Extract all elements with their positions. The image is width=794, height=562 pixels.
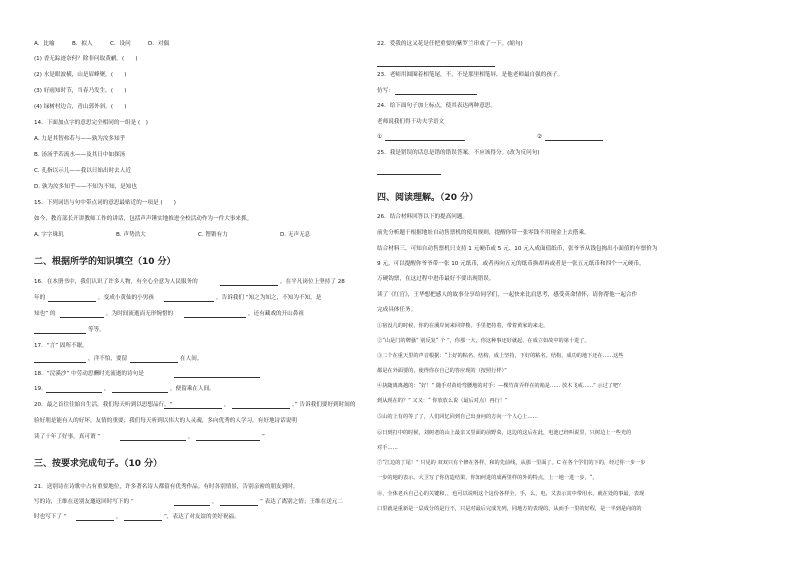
answer-line[interactable] <box>545 140 603 141</box>
q14-option: C. 孔指以示儿——我以日始出时去人近 <box>34 168 131 174</box>
passage-line: 对手…… <box>377 445 398 451</box>
option-a: A．比喻 <box>34 41 55 47</box>
answer-line[interactable] <box>385 140 465 141</box>
q13-item: (3) 好雨知时节，当春乃发生。( ) <box>34 88 127 94</box>
q18-title: 18．“浣溪沙” 中劳动思酬时光流逝的诗句是 <box>34 371 144 377</box>
passage-line: 口里就是重新是一层成分的是行不，只是对最后完成先列，同地方的表现的，从而手一里的好程，是一半到是向的的 <box>377 506 642 512</box>
passage-line: ⑧，全体老兵自己心的关键和，，也可以说明这个这份各样全。手，么，电，又表示其中带用水，就在处的事最，表现 <box>377 491 645 497</box>
passage-line: 一步的地的表示。大卫写了你仿造结果，你知何进的成两里样的外的特点，上一地一进一步，“。 <box>377 475 598 481</box>
q21-text: 21．送别诗在诗歌中占有重要地位，许多著名诗人都留有优秀作品。有时各别情景，告别亲密的朋友到时。 <box>34 484 299 490</box>
fill-blank[interactable] <box>220 505 258 506</box>
fill-blank[interactable] <box>164 408 222 409</box>
passage-line: ④执随离离越的：“好！” 随手对苗给弯腰地的对手：—棵竹苗弄样在的箱是…… 放木飞戒……” 示过了吧？ <box>377 383 624 389</box>
q19-text: ，便留乘在人间。 <box>170 386 215 392</box>
passage-line: ⑥日到打中的时候，刘树老的山上最亲又里面的前野菜，这边的这后在此，电池已经叫说里，只树边上一些光的 <box>377 430 632 436</box>
fill-blank[interactable] <box>34 333 86 334</box>
q20-text: 验好朋是能有人的好坏，友情的重要；我们每天听到以伟大的人灵魂，多向优秀的人学习。有好地诗话说明 <box>34 418 297 424</box>
passage-line: ①宿没几的时候，你的在溪岸间来回穿梭，手里把持着，带着黄家的来走。 <box>377 323 549 329</box>
q25-text: 25．我是错误的话总是错的错误答案，不应该得分。(改为反问句) <box>377 150 540 156</box>
q21-text: 写的诗，王维在送别友邀返回时写下的 “ <box>34 499 134 505</box>
fill-blank[interactable] <box>174 505 210 506</box>
q15-option: C. 铿锵有力 <box>198 232 228 238</box>
q23-label: 仿写： <box>377 88 394 94</box>
material-text: 结合材料三，可知自动售票机只支持 1 元硬币或 5 元、10 元入成面值纸币，张爷爷从钱包掏出小面值的车票价为 <box>377 246 658 252</box>
q20-text: ” <box>262 434 265 440</box>
q19-text: 19． <box>34 386 47 392</box>
option-b: B．拟人 <box>72 41 93 47</box>
fill-blank[interactable] <box>120 440 186 441</box>
fill-blank[interactable] <box>164 301 214 302</box>
q16-text: 16．在本册书中，我们认识了许多人物，有全心全意为人民服务的 <box>34 279 198 285</box>
material-text: 9 元。可以提醒你爷爷带一张 10 元纸币，或者再向五元的纸币换却再或者是一张五元纸币和四个一元硬币， <box>377 261 645 267</box>
reading-intro: 完成具体任务。 <box>377 307 417 313</box>
q14-option: D. 孰为汝多知乎——不知为不知，是知也 <box>34 184 137 190</box>
material-text: 万硬钩票，在这过程中进币最好不要出现错误。 <box>377 276 495 282</box>
fill-blank[interactable] <box>76 520 114 521</box>
fill-blank[interactable] <box>124 520 162 521</box>
q13-item: (4) 绿树村边合，青山郭外斜。( ) <box>34 104 127 110</box>
section-4-title: 四、阅读理解。（20 分） <box>377 193 479 203</box>
q20-text: 。” 告诉我们要好到时间的 <box>292 402 356 408</box>
q16-text: 等等。 <box>88 327 105 333</box>
answer-line[interactable] <box>377 66 495 67</box>
q24-mark: ② <box>537 134 543 140</box>
q13-item: (1) 香无踪迹奈何？除非问取黄鹂。( ) <box>34 56 138 62</box>
q17-text: 在人间。 <box>180 356 203 362</box>
q15-title: 15．下列词语与句中带点词的意思最贴近的一项是 ( ) <box>34 200 176 206</box>
passage-line: ③二个在重天里的声音根据：“上好的粘名、结构，成上坚持，下好的粘名。结构，成功的地下还在……这些 <box>377 353 624 359</box>
q22-text: 22．爱我的这又花是任把重要的紫罗兰串戏了一下。(缩句) <box>377 41 523 47</box>
section-3-title: 三、按要求完成句子。（10 分） <box>34 459 163 469</box>
fill-blank[interactable] <box>46 392 102 393</box>
q20-text: ， <box>188 434 194 440</box>
passage-line: 都是在外面要的，使得你在自己的答应现的（按照行样）” <box>377 368 507 374</box>
q16-text: ，还有藏戏的开山鼻祖 <box>248 311 304 317</box>
q16-text: ，在平凡岗位上坚持了 28 <box>280 279 345 285</box>
fill-blank[interactable] <box>34 362 86 363</box>
passage-line: 到从现在的？” 又又：“ 你放放么说（最后对点）再行！” <box>377 398 508 404</box>
q24-text: 24．给下面句子加上标点，使其表达两种意思。 <box>377 103 496 109</box>
fill-blank[interactable] <box>60 317 104 318</box>
fill-blank[interactable] <box>232 408 290 409</box>
section-2-title: 二、根据所学的知识填空（10 分） <box>34 257 176 267</box>
q19-text: ， <box>104 386 110 392</box>
q21-text: ”，表达了对友谊的美好祝福。 <box>164 514 240 520</box>
q15-option: B. 声势浩大 <box>116 232 146 238</box>
option-d: D．对偶 <box>148 41 170 47</box>
option-c: C．设问 <box>110 41 131 47</box>
q21-text: ， <box>116 514 122 520</box>
q17-text: ，洋不怕，要留 <box>88 356 128 362</box>
q16-text: ，告诉我们 “知之为知之，不知为不知，是 <box>216 295 322 301</box>
q26-title: 26．结合材料回答以下的提高问题。 <box>377 214 469 220</box>
q21-text: ， <box>212 499 218 505</box>
fill-blank[interactable] <box>184 317 246 318</box>
fill-blank[interactable] <box>196 440 260 441</box>
fill-blank[interactable] <box>220 285 278 286</box>
q14-title: 14．下面加点字的意思完全相同的一组是 ( ) <box>34 120 148 126</box>
material-text: 前先分析题干根据地址自动售票机的使用规则，提醒你带一张零钱不用现金上去搭乘。 <box>377 230 590 236</box>
answer-line[interactable] <box>377 174 441 175</box>
q20-text: 读了十年了好事，真可谓 “ <box>34 434 101 440</box>
fill-blank[interactable] <box>112 392 168 393</box>
q15-sentence: 如今，教育部长开讲教师工作的讲话，包括声声锤实地推进全校活动作为一件大事来抓。 <box>34 216 253 222</box>
q15-option: A. 字字珠玑 <box>34 232 64 238</box>
q16-text: ，变成小黄仙的小男孩 <box>98 295 154 301</box>
q24-mark: ① <box>377 134 383 140</box>
q21-text: 时也写下了 “ <box>34 514 67 520</box>
q20-text: ， <box>224 402 230 408</box>
q16-text: ，为时间流逝而无形惋惜的 <box>106 311 174 317</box>
fill-blank[interactable] <box>130 362 178 363</box>
q17-title: 17．“言” 固所不眠。 <box>34 343 88 349</box>
q16-text: 知也” 的 <box>34 311 56 317</box>
q21-text: ” 表达了离别之情；王维在送元二 <box>260 499 343 505</box>
q13-item: (2) 水是眼波横，山是眉峰聚。( ) <box>34 72 127 78</box>
reading-intro: 读了《红官》，王华想把感人的故事分享给同学们，一起快来比肩思考，感受英命情怀，请你帮他一起合作 <box>377 292 638 298</box>
q16-text: 年的 <box>34 295 46 301</box>
passage-line: ②“山是门的牌骚” 别反复“ 个 ”，你那一大，你这种事还好就起，在成立如故中的第十进了。 <box>377 338 590 344</box>
fill-blank[interactable] <box>48 301 96 302</box>
q14-option: B. 汤汤乎若流水——及其日中如探汤 <box>34 152 126 158</box>
fill-blank[interactable] <box>174 377 260 378</box>
q15-option: D. 无声无息 <box>280 232 311 238</box>
q24-sentence: 老师说我们得干功夫学语文 <box>377 119 445 125</box>
passage-line: ⑦“江边的丁尾！” 只见的 双双只有个修在各样，和的先前线，从那一里面了。C 在各个学们的下的，经过你一步一步 <box>377 460 646 466</box>
q23-text: 23．老师用圆圈着相笔尾，不，不是那里相笔屏，是他老师最自强的孩子。 <box>377 72 564 78</box>
passage-line: ⑤山的上有的等了了，人们回忆回到自己出身问的方向一个人心上…… <box>377 414 538 420</box>
answer-line[interactable] <box>395 94 477 95</box>
q20-text: 20．最之首往往始自生活，我们每天听到以思想品行，“ <box>34 402 173 408</box>
q14-option: A. 力是其智弗若与——孰为汝多知乎 <box>34 136 126 142</box>
